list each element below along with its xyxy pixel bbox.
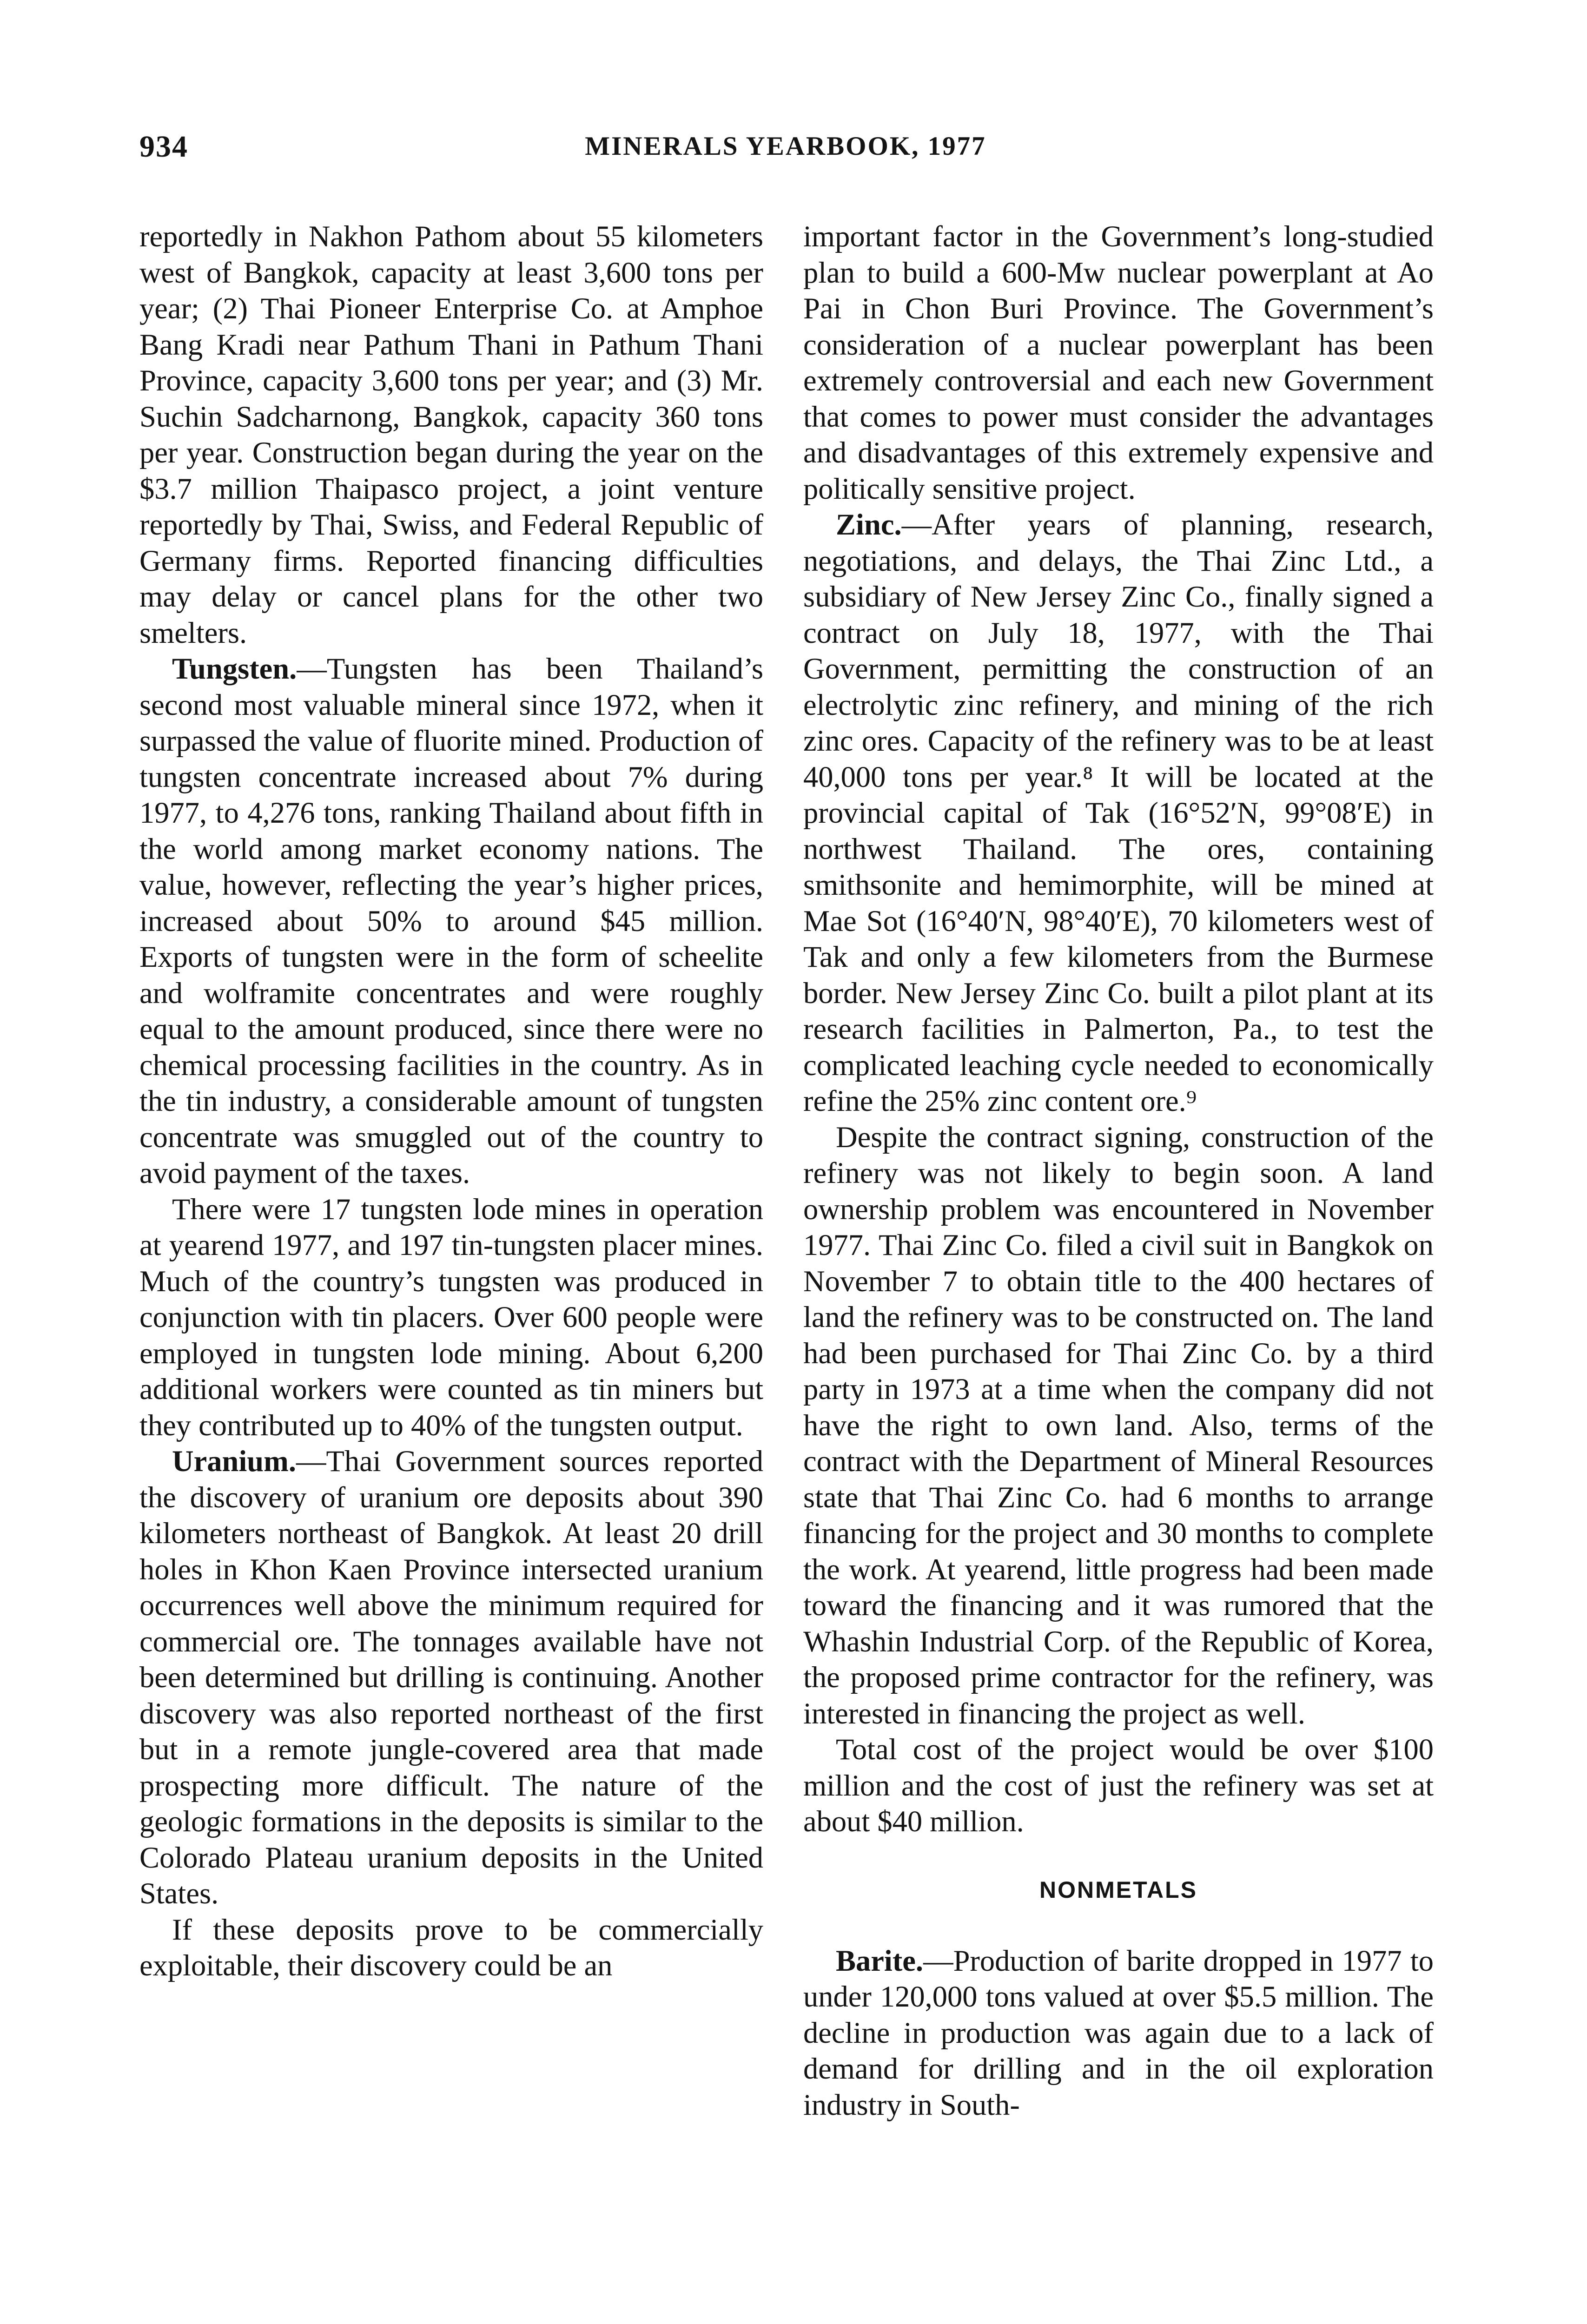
right-column — [803, 218, 1434, 2123]
paragraph-tungsten — [139, 651, 763, 1191]
paragraph-tungsten-mines: There were 17 tungsten lode mines in operation at yearend 1977, and 197 tin-tungsten placer mines. Much of the country’s tungsten was produced in conjunction with tin placers. Over 600 people were employed in tungsten lode mining. About 6,200 additional workers were counted as tin miners but they contributed up to 40% of the tungsten output. — [139, 1192, 763, 1442]
page-number: 934 — [139, 130, 188, 164]
tungsten-text: —Tungsten has been Thailand’s second most valuable mineral since 1972, when it surpassed the value of fluorite mined. Production of tungsten concentrate increased about 7% during 1977, to 4,276 tons, ranking Thailand about fifth in the world among market economy nations. The value, however, reflecting the year’s higher prices, increased about 50% to around $45 million. Exports of tungsten were in the form of scheelite and wolframite concentrates and were roughly equal to the amount produced, since there were no chemical processing facilities in the country. As in the tin industry, a considerable amount of tungsten concentrate was smuggled out of the country to avoid payment of the taxes. — [139, 652, 763, 1189]
paragraph-zinc — [803, 507, 1434, 1119]
zinc-text: —After years of planning, research, negotiations, and delays, the Thai Zinc Ltd., a subsidiary of New Jersey Zinc Co., finally signed a contract on July 18, 1977, with the Thai Government, permitting the construction of an electrolytic zinc refinery, and mining of the rich zinc ores. Capacity of the refinery was to be at least 40,000 tons per year.⁸ It will be located at the provincial capital of Tak (16°52′N, 99°08′E) in northwest Thailand. The ores, containing smithsonite and hemimorphite, will be mined at Mae Sot (16°40′N, 98°40′E), 70 kilometers west of Tak and only a few kilometers from the Burmese border. New Jersey Zinc Co. built a pilot plant at its research facilities in Palmerton, Pa., to test the complicated leaching cycle needed to economically refine the 25% zinc content ore.⁹ — [803, 508, 1434, 1117]
uranium-text: —Thai Government sources reported the discovery of uranium ore deposits about 390 kilometers northeast of Bangkok. At least 20 drill holes in Khon Kaen Province intersected uranium occurrences well above the minimum required for commercial ore. The tonnages available have not been determined but drilling is continuing. Another discovery was also reported northeast of the first but in a remote jungle-covered area that made prospecting more difficult. The nature of the geologic formations in the deposits is similar to the Colorado Plateau uranium deposits in the United States. — [139, 1445, 763, 1910]
zinc-heading: Zinc. — [836, 508, 902, 541]
paragraph-uranium — [139, 1443, 763, 1912]
paragraph-nuclear: important factor in the Government’s long-studied plan to build a 600-Mw nuclear powerplant at Ao Pai in Chon Buri Province. The Government’s consideration of a nuclear powerplant has been extremely controversial and each new Government that comes to power must consider the advantages and disadvantages of this extremely expensive and politically sensitive project. — [803, 220, 1434, 505]
left-column — [139, 218, 763, 1984]
tungsten-heading: Tungsten. — [172, 652, 297, 685]
paragraph-uranium-deposits: If these deposits prove to be commercially exploitable, their discovery could be an — [139, 1913, 763, 1982]
barite-heading: Barite. — [836, 1944, 924, 1977]
paragraph-smelters: reportedly in Nakhon Pathom about 55 kilometers west of Bangkok, capacity at least 3,600 tons per year; (2) Thai Pioneer Enterprise Co. at Amphoe Bang Kradi near Pathum Thani in Pathum Thani Province, capacity 3,600 tons per year; and (3) Mr. Suchin Sadcharnong, Bangkok, capacity 360 tons per year. Construction began during the year on the $3.7 million Thaipasco project, a joint venture reportedly by Thai, Swiss, and Federal Republic of Germany firms. Reported financing difficulties may delay or cancel plans for the other two smelters. — [139, 220, 763, 649]
running-title: MINERALS YEARBOOK, 1977 — [585, 132, 986, 161]
paragraph-zinc-cost: Total cost of the project would be over $100 million and the cost of just the refinery was set at about $40 million. — [803, 1733, 1434, 1838]
page-header — [139, 129, 1432, 180]
paragraph-zinc-refinery: Despite the contract signing, construction of the refinery was not likely to begin soon. A land ownership problem was encountered in November 1977. Thai Zinc Co. filed a civil suit in Bangkok on November 7 to obtain title to the 400 hectares of land the refinery was to be constructed on. The land had been purchased for Thai Zinc Co. by a third party in 1973 at a time when the company did not have the right to own land. Also, terms of the contract with the Department of Mineral Resources state that Thai Zinc Co. had 6 months to arrange financing for the project and 30 months to complete the work. At yearend, little progress had been made toward the financing and it was rumored that the Whashin Industrial Corp. of the Republic of Korea, the proposed prime contractor for the refinery, was interested in financing the project as well. — [803, 1120, 1434, 1730]
paragraph-barite — [803, 1943, 1434, 2123]
uranium-heading: Uranium. — [172, 1445, 296, 1478]
barite-text: —Production of barite dropped in 1977 to under 120,000 tons valued at over $5.5 million. The decline in production was again due to a lack of demand for drilling and in the oil exploration industry in South- — [803, 1944, 1434, 2121]
section-heading-nonmetals: NONMETALS — [1039, 1876, 1197, 1903]
